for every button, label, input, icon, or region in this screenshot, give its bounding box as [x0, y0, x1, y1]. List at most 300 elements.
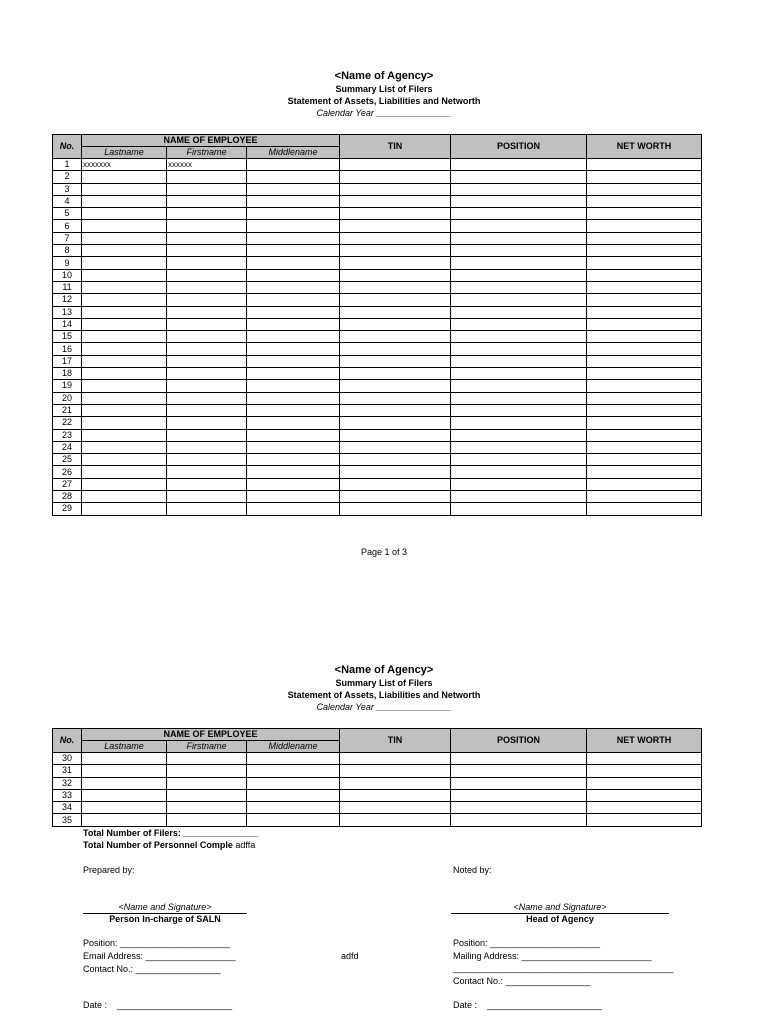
- left-position-field: Position: ______________________: [83, 938, 231, 948]
- left-email-field: Email Address: __________________: [83, 951, 236, 961]
- table-row: [53, 404, 702, 416]
- row-number-cell: 34: [53, 802, 82, 814]
- firstname-cell: [167, 814, 247, 826]
- networth-cell: [587, 331, 702, 343]
- lastname-cell: [82, 183, 167, 195]
- table-row: [53, 441, 702, 453]
- firstname-cell: [167, 257, 247, 269]
- middlename-cell: [247, 294, 340, 306]
- firstname-cell: [167, 417, 247, 429]
- position-cell: [451, 368, 587, 380]
- tin-cell: [340, 183, 451, 195]
- middlename-cell: [247, 257, 340, 269]
- middlename-cell: [247, 343, 340, 355]
- tin-cell: [340, 454, 451, 466]
- table-row: [53, 257, 702, 269]
- filers-table-page1: [52, 134, 702, 516]
- tin-cell: [340, 195, 451, 207]
- col-networth-header-page2: NET WORTH: [587, 729, 702, 753]
- table-row: [53, 491, 702, 503]
- col-tin-header: TIN: [340, 135, 451, 159]
- firstname-cell: [167, 429, 247, 441]
- row-number-cell: 7: [53, 232, 82, 244]
- lastname-cell: [82, 802, 167, 814]
- table-row: [53, 417, 702, 429]
- tin-cell: [340, 380, 451, 392]
- firstname-cell: [167, 195, 247, 207]
- tin-cell: [340, 392, 451, 404]
- position-cell: [451, 802, 587, 814]
- agency-name: <Name of Agency>: [334, 70, 434, 82]
- col-networth-header: NET WORTH: [587, 135, 702, 159]
- networth-cell: [587, 355, 702, 367]
- position-cell: [451, 392, 587, 404]
- middlename-cell: [247, 331, 340, 343]
- networth-cell: [587, 466, 702, 478]
- position-cell: [451, 269, 587, 281]
- networth-cell: [587, 392, 702, 404]
- networth-cell: [587, 789, 702, 801]
- position-cell: [451, 777, 587, 789]
- table-row: [53, 171, 702, 183]
- summary-title-page2: Summary List of Filers: [335, 678, 433, 688]
- table-row: [53, 466, 702, 478]
- lastname-cell: [82, 220, 167, 232]
- lastname-cell: [82, 441, 167, 453]
- table-row: [53, 269, 702, 281]
- position-cell: [451, 306, 587, 318]
- networth-cell: [587, 802, 702, 814]
- middlename-cell: [247, 269, 340, 281]
- col-no-header: No.: [53, 135, 82, 159]
- table-row: [53, 777, 702, 789]
- middlename-cell: [247, 368, 340, 380]
- tin-cell: [340, 466, 451, 478]
- lastname-cell: [82, 503, 167, 515]
- firstname-cell: [167, 789, 247, 801]
- networth-cell: [587, 183, 702, 195]
- firstname-cell: [167, 503, 247, 515]
- firstname-cell: [167, 208, 247, 220]
- col-position-header-page2: POSITION: [451, 729, 587, 753]
- middlename-cell: [247, 380, 340, 392]
- row-number-cell: 23: [53, 429, 82, 441]
- lastname-cell: [82, 318, 167, 330]
- networth-cell: [587, 208, 702, 220]
- row-number-cell: 2: [53, 171, 82, 183]
- middlename-cell: [247, 245, 340, 257]
- person-incharge-title: Person In-charge of SALN: [109, 914, 221, 924]
- middle-note: adfd: [341, 951, 359, 961]
- tin-cell: [340, 343, 451, 355]
- row-number-cell: 21: [53, 404, 82, 416]
- row-number-cell: 35: [53, 814, 82, 826]
- table-row: [53, 429, 702, 441]
- tin-cell: [340, 208, 451, 220]
- middlename-cell: [247, 753, 340, 765]
- tin-cell: [340, 171, 451, 183]
- lastname-cell: [82, 281, 167, 293]
- position-cell: [451, 195, 587, 207]
- networth-cell: [587, 220, 702, 232]
- lastname-cell: [82, 355, 167, 367]
- position-cell: [451, 281, 587, 293]
- networth-cell: [587, 245, 702, 257]
- col-name-group-header: NAME OF EMPLOYEE: [82, 135, 340, 147]
- table-row: [53, 208, 702, 220]
- row-number-cell: 28: [53, 491, 82, 503]
- lastname-cell: [82, 466, 167, 478]
- networth-cell: [587, 765, 702, 777]
- row-number-cell: 15: [53, 331, 82, 343]
- middlename-cell: [247, 171, 340, 183]
- firstname-cell: [167, 343, 247, 355]
- middlename-cell: [247, 765, 340, 777]
- table-row: [53, 195, 702, 207]
- lastname-cell: [82, 789, 167, 801]
- networth-cell: [587, 417, 702, 429]
- firstname-cell: [167, 281, 247, 293]
- firstname-cell: [167, 294, 247, 306]
- row-number-cell: 29: [53, 503, 82, 515]
- lastname-cell: [82, 245, 167, 257]
- lastname-cell: [82, 478, 167, 490]
- lastname-cell: [82, 454, 167, 466]
- col-tin-header-page2: TIN: [340, 729, 451, 753]
- lastname-cell: [82, 232, 167, 244]
- firstname-cell: [167, 392, 247, 404]
- table-row: [53, 232, 702, 244]
- table-row: [53, 343, 702, 355]
- row-number-cell: 8: [53, 245, 82, 257]
- middlename-cell: [247, 392, 340, 404]
- table-row: [53, 306, 702, 318]
- lastname-cell: [82, 368, 167, 380]
- table-row: [53, 245, 702, 257]
- statement-title-page2: Statement of Assets, Liabilities and Networth: [287, 690, 481, 700]
- position-cell: [451, 355, 587, 367]
- middlename-cell: [247, 195, 340, 207]
- table-row: [53, 802, 702, 814]
- col-firstname-header-page2: Firstname: [167, 741, 247, 753]
- row-number-cell: 12: [53, 294, 82, 306]
- lastname-cell: [82, 195, 167, 207]
- firstname-cell: [167, 318, 247, 330]
- position-cell: [451, 159, 587, 171]
- networth-cell: [587, 753, 702, 765]
- row-number-cell: 10: [53, 269, 82, 281]
- networth-cell: [587, 454, 702, 466]
- table-row: [53, 503, 702, 515]
- right-position-field: Position: ______________________: [453, 938, 601, 948]
- middlename-cell: [247, 404, 340, 416]
- col-middlename-header: Middlename: [247, 147, 340, 159]
- total-personnel-label: Total Number of Personnel Comple: [83, 840, 233, 850]
- table-row: [53, 183, 702, 195]
- col-firstname-header: Firstname: [167, 147, 247, 159]
- tin-cell: [340, 478, 451, 490]
- tin-cell: [340, 404, 451, 416]
- middlename-cell: [247, 281, 340, 293]
- tin-cell: [340, 318, 451, 330]
- left-date-field: Date : _______________________: [83, 1000, 233, 1010]
- tin-cell: [340, 765, 451, 777]
- position-cell: [451, 417, 587, 429]
- lastname-cell: [82, 765, 167, 777]
- middlename-cell: [247, 478, 340, 490]
- table-row: [53, 368, 702, 380]
- position-cell: [451, 429, 587, 441]
- tin-cell: [340, 159, 451, 171]
- position-cell: [451, 257, 587, 269]
- firstname-cell: [167, 404, 247, 416]
- networth-cell: [587, 294, 702, 306]
- firstname-cell: [167, 232, 247, 244]
- middlename-cell: [247, 183, 340, 195]
- middlename-cell: [247, 503, 340, 515]
- position-cell: [451, 454, 587, 466]
- firstname-cell: [167, 441, 247, 453]
- position-cell: [451, 171, 587, 183]
- networth-cell: [587, 491, 702, 503]
- tin-cell: [340, 331, 451, 343]
- tin-cell: [340, 429, 451, 441]
- left-contact-field: Contact No.: _________________: [83, 964, 221, 974]
- calendar-year: Calendar Year _______________: [316, 108, 452, 118]
- table-body-page1: [53, 159, 702, 516]
- firstname-cell: [167, 454, 247, 466]
- name-signature-left: <Name and Signature>: [118, 902, 212, 912]
- position-cell: [451, 503, 587, 515]
- tin-cell: [340, 802, 451, 814]
- table-row: [53, 355, 702, 367]
- position-cell: [451, 765, 587, 777]
- networth-cell: [587, 503, 702, 515]
- lastname-cell: [82, 753, 167, 765]
- tin-cell: [340, 503, 451, 515]
- networth-cell: [587, 429, 702, 441]
- tin-cell: [340, 777, 451, 789]
- row-number-cell: 31: [53, 765, 82, 777]
- table-row: [53, 281, 702, 293]
- total-personnel: [83, 840, 255, 850]
- noted-by-label: Noted by:: [453, 865, 492, 875]
- table-row: [53, 331, 702, 343]
- right-contact-field: Contact No.: _________________: [453, 976, 591, 986]
- name-signature-right: <Name and Signature>: [513, 902, 607, 912]
- col-lastname-header-page2: Lastname: [82, 741, 167, 753]
- firstname-cell: [167, 753, 247, 765]
- summary-title: Summary List of Filers: [335, 84, 433, 94]
- lastname-cell: [82, 257, 167, 269]
- tin-cell: [340, 245, 451, 257]
- networth-cell: [587, 404, 702, 416]
- lastname-cell: [82, 429, 167, 441]
- row-number-cell: 16: [53, 343, 82, 355]
- firstname-cell: [167, 380, 247, 392]
- networth-cell: [587, 814, 702, 826]
- middlename-cell: [247, 306, 340, 318]
- position-cell: [451, 331, 587, 343]
- col-lastname-header: Lastname: [82, 147, 167, 159]
- lastname-cell: [82, 491, 167, 503]
- middlename-cell: [247, 789, 340, 801]
- tin-cell: [340, 232, 451, 244]
- firstname-cell: [167, 368, 247, 380]
- row-number-cell: 24: [53, 441, 82, 453]
- table-row: [53, 814, 702, 826]
- agency-name-page2: <Name of Agency>: [334, 664, 434, 676]
- lastname-cell: xxxxxxx: [82, 159, 167, 171]
- table-body-page2: [53, 753, 702, 827]
- lastname-cell: [82, 392, 167, 404]
- lastname-cell: [82, 417, 167, 429]
- row-number-cell: 4: [53, 195, 82, 207]
- row-number-cell: 27: [53, 478, 82, 490]
- firstname-cell: [167, 355, 247, 367]
- row-number-cell: 17: [53, 355, 82, 367]
- tin-cell: [340, 306, 451, 318]
- row-number-cell: 5: [53, 208, 82, 220]
- table-row: [53, 789, 702, 801]
- firstname-cell: [167, 491, 247, 503]
- middlename-cell: [247, 814, 340, 826]
- networth-cell: [587, 318, 702, 330]
- firstname-cell: [167, 220, 247, 232]
- position-cell: [451, 245, 587, 257]
- row-number-cell: 6: [53, 220, 82, 232]
- lastname-cell: [82, 380, 167, 392]
- firstname-cell: [167, 269, 247, 281]
- networth-cell: [587, 232, 702, 244]
- middlename-cell: [247, 417, 340, 429]
- lastname-cell: [82, 331, 167, 343]
- firstname-cell: [167, 466, 247, 478]
- lastname-cell: [82, 294, 167, 306]
- firstname-cell: [167, 478, 247, 490]
- tin-cell: [340, 355, 451, 367]
- middlename-cell: [247, 777, 340, 789]
- lastname-cell: [82, 343, 167, 355]
- networth-cell: [587, 269, 702, 281]
- table-row: [53, 765, 702, 777]
- right-mailing-field: Mailing Address: __________________________: [453, 951, 652, 961]
- table-row: [53, 294, 702, 306]
- position-cell: [451, 441, 587, 453]
- page-number: Page 1 of 3: [360, 547, 408, 557]
- table-row: [53, 318, 702, 330]
- networth-cell: [587, 368, 702, 380]
- lastname-cell: [82, 814, 167, 826]
- position-cell: [451, 294, 587, 306]
- networth-cell: [587, 306, 702, 318]
- row-number-cell: 18: [53, 368, 82, 380]
- row-number-cell: 33: [53, 789, 82, 801]
- lastname-cell: [82, 777, 167, 789]
- middlename-cell: [247, 466, 340, 478]
- middlename-cell: [247, 802, 340, 814]
- statement-title: Statement of Assets, Liabilities and Networth: [287, 96, 481, 106]
- firstname-cell: [167, 245, 247, 257]
- lastname-cell: [82, 269, 167, 281]
- table-row: [53, 454, 702, 466]
- right-mailing-continued: ____________________________________________: [453, 963, 674, 973]
- networth-cell: [587, 171, 702, 183]
- position-cell: [451, 466, 587, 478]
- firstname-cell: xxxxxx: [167, 159, 247, 171]
- position-cell: [451, 183, 587, 195]
- firstname-cell: [167, 171, 247, 183]
- tin-cell: [340, 257, 451, 269]
- tin-cell: [340, 281, 451, 293]
- middlename-cell: [247, 159, 340, 171]
- col-no-header-page2: No.: [53, 729, 82, 753]
- middlename-cell: [247, 232, 340, 244]
- tin-cell: [340, 294, 451, 306]
- firstname-cell: [167, 306, 247, 318]
- row-number-cell: 14: [53, 318, 82, 330]
- total-filers: Total Number of Filers: _______________: [83, 828, 259, 838]
- tin-cell: [340, 269, 451, 281]
- position-cell: [451, 404, 587, 416]
- middlename-cell: [247, 208, 340, 220]
- right-date-field: Date : _______________________: [453, 1000, 603, 1010]
- row-number-cell: 3: [53, 183, 82, 195]
- row-number-cell: 20: [53, 392, 82, 404]
- col-position-header: POSITION: [451, 135, 587, 159]
- total-personnel-value: adffa: [235, 840, 256, 850]
- table-row: [53, 478, 702, 490]
- table-row: [53, 392, 702, 404]
- row-number-cell: 9: [53, 257, 82, 269]
- networth-cell: [587, 257, 702, 269]
- lastname-cell: [82, 404, 167, 416]
- firstname-cell: [167, 331, 247, 343]
- position-cell: [451, 789, 587, 801]
- position-cell: [451, 380, 587, 392]
- firstname-cell: [167, 777, 247, 789]
- table-row: [53, 159, 702, 171]
- middlename-cell: [247, 220, 340, 232]
- position-cell: [451, 343, 587, 355]
- table-row: [53, 380, 702, 392]
- row-number-cell: 19: [53, 380, 82, 392]
- tin-cell: [340, 491, 451, 503]
- tin-cell: [340, 417, 451, 429]
- col-name-group-header-page2: NAME OF EMPLOYEE: [82, 729, 340, 741]
- position-cell: [451, 318, 587, 330]
- row-number-cell: 26: [53, 466, 82, 478]
- row-number-cell: 32: [53, 777, 82, 789]
- firstname-cell: [167, 765, 247, 777]
- table-row: [53, 220, 702, 232]
- networth-cell: [587, 195, 702, 207]
- position-cell: [451, 814, 587, 826]
- firstname-cell: [167, 183, 247, 195]
- firstname-cell: [167, 802, 247, 814]
- position-cell: [451, 232, 587, 244]
- calendar-year-page2: Calendar Year _______________: [316, 702, 452, 712]
- networth-cell: [587, 380, 702, 392]
- networth-cell: [587, 441, 702, 453]
- lastname-cell: [82, 171, 167, 183]
- row-number-cell: 11: [53, 281, 82, 293]
- head-agency-title: Head of Agency: [526, 914, 594, 924]
- tin-cell: [340, 753, 451, 765]
- lastname-cell: [82, 306, 167, 318]
- position-cell: [451, 753, 587, 765]
- networth-cell: [587, 159, 702, 171]
